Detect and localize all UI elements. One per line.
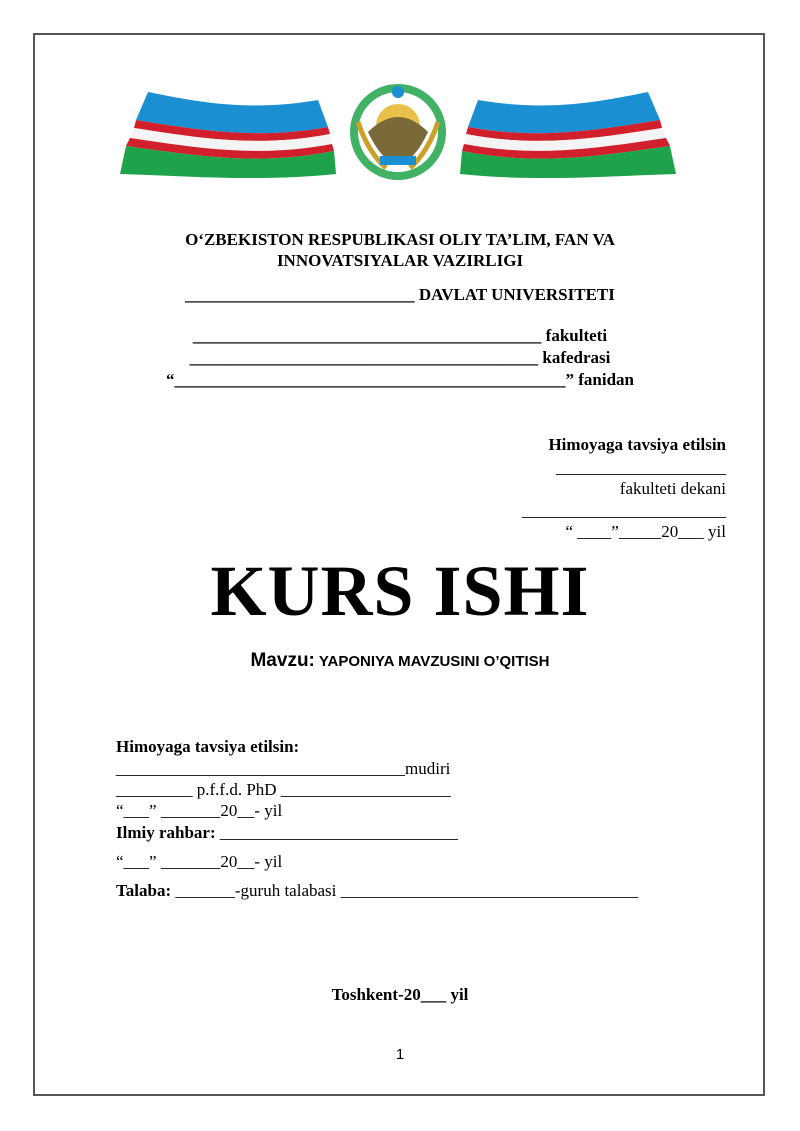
advisor-label: Ilmiy rahbar: xyxy=(116,823,216,842)
approval-date-line1: “___” _______20__- yil xyxy=(116,801,283,820)
student-label: Talaba: xyxy=(116,881,172,900)
dean-name-line: ________________________ xyxy=(522,501,726,520)
approval-top-signature: ____________________ xyxy=(556,458,726,477)
university-line: ___________________________ DAVLAT UNIVERSITETI xyxy=(185,285,615,304)
topic-line xyxy=(0,650,800,672)
student-line xyxy=(116,881,638,901)
emblem-icon xyxy=(350,84,446,180)
document-title: KURS ISHI xyxy=(210,551,590,631)
subject-line: “______________________________________________” fanidan xyxy=(166,370,634,389)
right-flag-icon xyxy=(460,92,676,178)
approval-date-line2: “___” _______20__- yil xyxy=(116,852,283,871)
page-number: 1 xyxy=(395,1046,405,1063)
topic-value: YAPONIYA MAVZUSINI O’QITISH xyxy=(318,653,550,670)
approval-top-date: “ ____”_____20___ yil xyxy=(565,522,726,541)
ministry-line1: O‘ZBEKISTON RESPUBLIKASI OLIY TA’LIM, FAN VA xyxy=(185,230,615,249)
faculty-line: _________________________________________ fakulteti xyxy=(192,326,608,345)
left-flag-icon xyxy=(120,92,336,178)
state-emblem-flags-image xyxy=(118,82,678,182)
advisor-line xyxy=(116,823,458,843)
ministry-line2: INNOVATSIYALAR VAZIRLIGI xyxy=(276,251,524,270)
city-year: Toshkent-20___ yil xyxy=(331,985,469,1004)
dean-label: fakulteti dekani xyxy=(619,479,726,498)
student-blank: _______-guruh talabasi ___________________________________ xyxy=(171,881,639,900)
topic-label: Mavzu: xyxy=(250,650,315,671)
department-line: _________________________________________ kafedrasi xyxy=(189,348,611,367)
approval-top-heading: Himoyaga tavsiya etilsin xyxy=(548,435,726,454)
degree-line: _________ p.f.f.d. PhD ____________________ xyxy=(116,780,451,799)
head-line: __________________________________mudiri xyxy=(116,759,451,778)
approval-bottom-heading: Himoyaga tavsiya etilsin: xyxy=(116,737,300,756)
advisor-blank: ____________________________ xyxy=(215,823,458,842)
